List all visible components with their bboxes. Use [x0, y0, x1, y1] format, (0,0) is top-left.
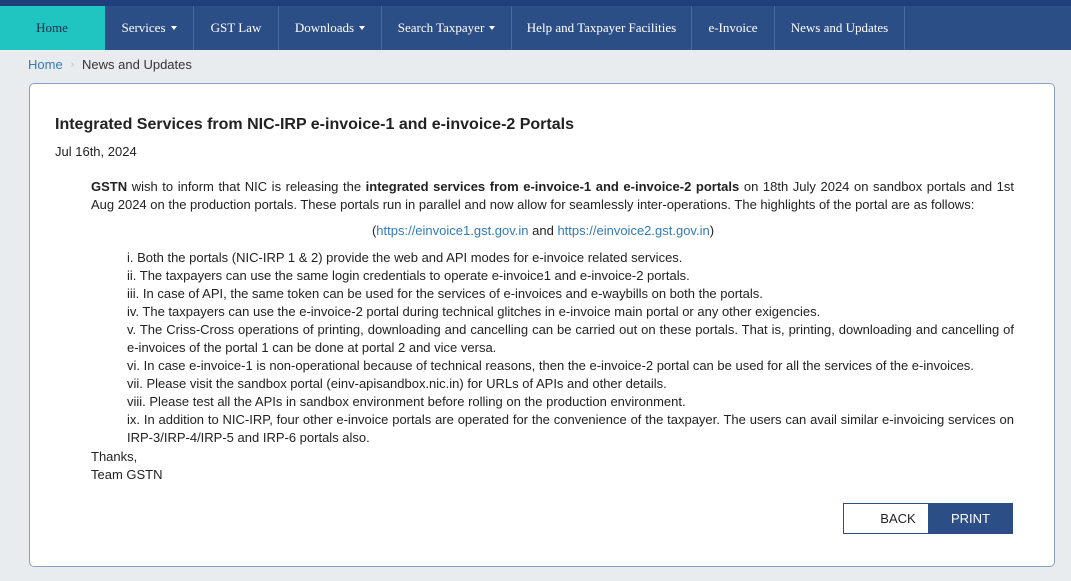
link-close-paren: ): [709, 223, 715, 238]
list-item: i. Both the portals (NIC-IRP 1 & 2) provide the web and API modes for e-invoice related services.: [127, 250, 683, 265]
nav-help[interactable]: [512, 6, 692, 50]
nav-home[interactable]: [0, 6, 105, 50]
closing-signature: Team GSTN: [91, 467, 163, 482]
nav-news-label: News and Updates: [790, 20, 889, 35]
breadcrumb: [28, 57, 192, 72]
list-item: vii. Please visit the sandbox portal (einv-apisandbox.nic.in) for URLs of APIs and other details.: [127, 376, 667, 391]
nav-home-label: Home: [36, 20, 68, 35]
page-title: Integrated Services from NIC-IRP e-invoice-1 and e-invoice-2 Portals: [55, 116, 574, 133]
article-intro: [91, 178, 1014, 214]
portal-links: [30, 223, 1056, 238]
breadcrumb-current: News and Updates: [82, 57, 192, 72]
nav-downloads[interactable]: [279, 6, 382, 50]
back-button[interactable]: BACK: [843, 503, 953, 534]
list-item: iv. The taxpayers can use the e-invoice-2 portal during technical glitches in e-invoice main portal or any other exigencies.: [127, 304, 821, 319]
list-item: vi. In case e-invoice-1 is non-operational because of technical reasons, then the e-invoice-2 portal can be used for all the services of the e-invoices.: [127, 358, 974, 373]
nav-services[interactable]: [105, 6, 194, 50]
closing-thanks: Thanks,: [91, 449, 138, 464]
einvoice2-link[interactable]: https://einvoice2.gst.gov.in: [557, 223, 710, 238]
article-date: Jul 16th, 2024: [55, 144, 137, 159]
nav-services-label: Services: [121, 20, 166, 35]
nav-gst-law-label: GST Law: [210, 20, 262, 35]
link-open-paren: (: [371, 223, 377, 238]
chevron-down-icon: [489, 26, 495, 30]
intro-text-1: wish to inform that NIC is releasing the: [127, 179, 366, 194]
nav-news[interactable]: [775, 6, 905, 50]
list-item: v. The Criss-Cross operations of printing, downloading and cancelling can be carried out on these portals. That is, printing, downloading and cancelling of e-invoices of the portal 1 can be done at portal 2 and vice versa.: [127, 322, 1014, 355]
news-card: [29, 83, 1055, 567]
nav-help-label: Help and Taxpayer Facilities: [526, 20, 677, 35]
closing: [91, 448, 163, 484]
nav-search-taxpayer-label: Search Taxpayer: [397, 20, 485, 35]
einvoice1-link[interactable]: https://einvoice1.gst.gov.in: [376, 223, 529, 238]
highlights-list: [127, 249, 1014, 447]
nav-gst-law[interactable]: [194, 6, 279, 50]
intro-bold: integrated services from e-invoice-1 and e-invoice-2 portals: [365, 179, 740, 194]
chevron-down-icon: [171, 26, 177, 30]
list-item: ii. The taxpayers can use the same login credentials to operate e-invoice1 and e-invoice-2 portals.: [127, 268, 690, 283]
list-item: iii. In case of API, the same token can be used for the services of e-invoices and e-waybills on both the portals.: [127, 286, 763, 301]
print-button[interactable]: PRINT: [928, 503, 1013, 534]
list-item: viii. Please test all the APIs in sandbox environment before rolling on the production environment.: [127, 394, 686, 409]
intro-gstn: GSTN: [91, 179, 128, 194]
main-navbar: [0, 6, 1071, 50]
chevron-right-icon: ›: [70, 59, 75, 70]
intro-text-2: on 18th July 2024 on sandbox portals and 1st Aug 2024 on the production portals. These portals run in parallel and now allow for seamlessly inter-operations. The highlights of the portal are as follows:: [91, 179, 1015, 212]
nav-search-taxpayer[interactable]: [382, 6, 512, 50]
link-and: and: [528, 223, 558, 238]
nav-einvoice-label: e-Invoice: [708, 20, 758, 35]
list-item: ix. In addition to NIC-IRP, four other e-invoice portals are operated for the convenience of the taxpayer. The users can avail similar e-invoicing services on IRP-3/IRP-4/IRP-5 and IRP-6 portals also.: [127, 412, 1014, 445]
chevron-down-icon: [359, 26, 365, 30]
breadcrumb-home[interactable]: Home: [28, 57, 63, 72]
nav-einvoice[interactable]: [692, 6, 775, 50]
nav-downloads-label: Downloads: [294, 20, 355, 35]
